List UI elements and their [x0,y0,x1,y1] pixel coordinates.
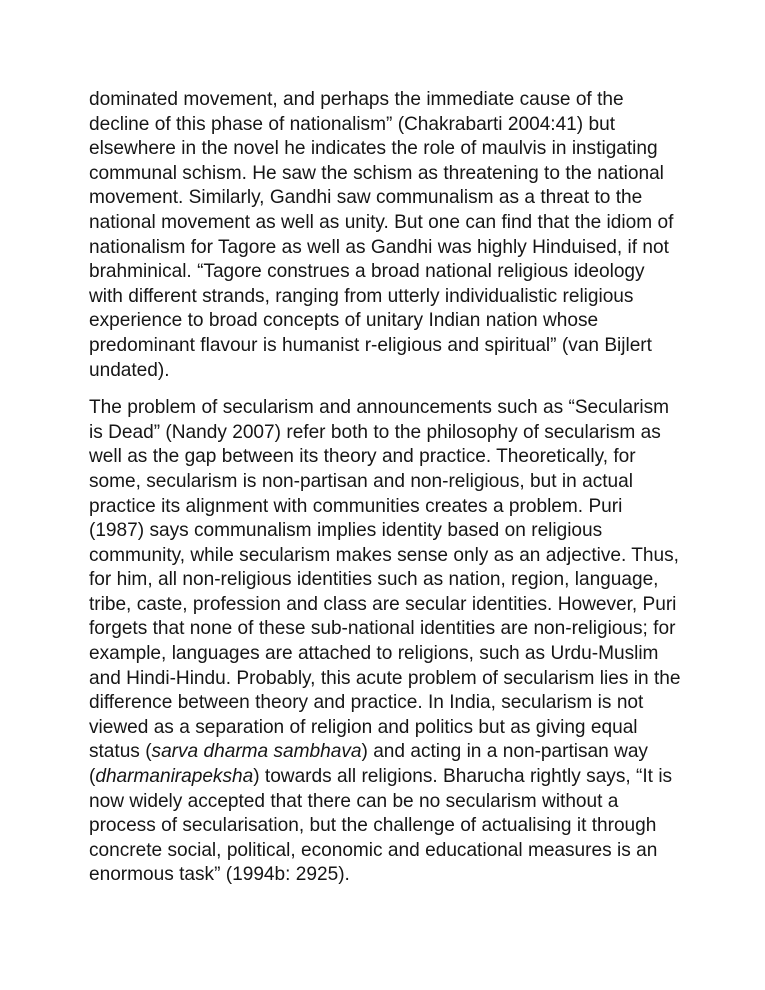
italic-term: sarva dharma sambhava [151,741,362,763]
body-paragraph: The problem of secularism and announcements such as “Secularism is Dead” (Nandy 2007) refer both to the philosophy of secularism as well as the gap between its theory and practice. Theoretically, for some, secularism is non-partisan and non-religious, but in actual practice its alignment with communities creates a problem. Puri (1987) says communalism implies identity based on religious community, while secularism makes sense only as an adjective. Thus, for him, all non-religious identities such as nation, region, language, tribe, caste, profession and class are secular identities. However, Puri forgets that none of these sub-national identities are non-religious; for example, languages are attached to religions, such as Urdu-Muslim and Hindi-Hindu. Probably, this acute problem of secularism lies in the difference between theory and practice. In India, secularism is not viewed as a separation of religion and politics but as giving equal status (sarva dharma sambhava) and acting in a non-partisan way (dharmanirapeksha) towards all religions. Bharucha rightly says, “It is now widely accepted that there can be no secularism without a process of secularisation, but the challenge of actualising it through concrete social, political, economic and educational measures is an enormous task” (1994b: 2925). [89,397,681,886]
text-column [89,88,681,888]
italic-term: dharmanirapeksha [95,766,254,788]
body-paragraph: dominated movement, and perhaps the immediate cause of the decline of this phase of nationalism” (Chakrabarti 2004:41) but elsewhere in the novel he indicates the role of maulvis in instigating communal schism. He saw the schism as threatening to the national movement. Similarly, Gandhi saw communalism as a threat to the national movement as well as unity. But one can find that the idiom of nationalism for Tagore as well as Gandhi was highly Hinduised, if not brahminical. “Tagore construes a broad national religious ideology with different strands, ranging from utterly individualistic religious experience to broad concepts of unitary Indian nation whose predominant flavour is humanist r-eligious and spiritual” (van Bijlert undated). [89,89,674,381]
